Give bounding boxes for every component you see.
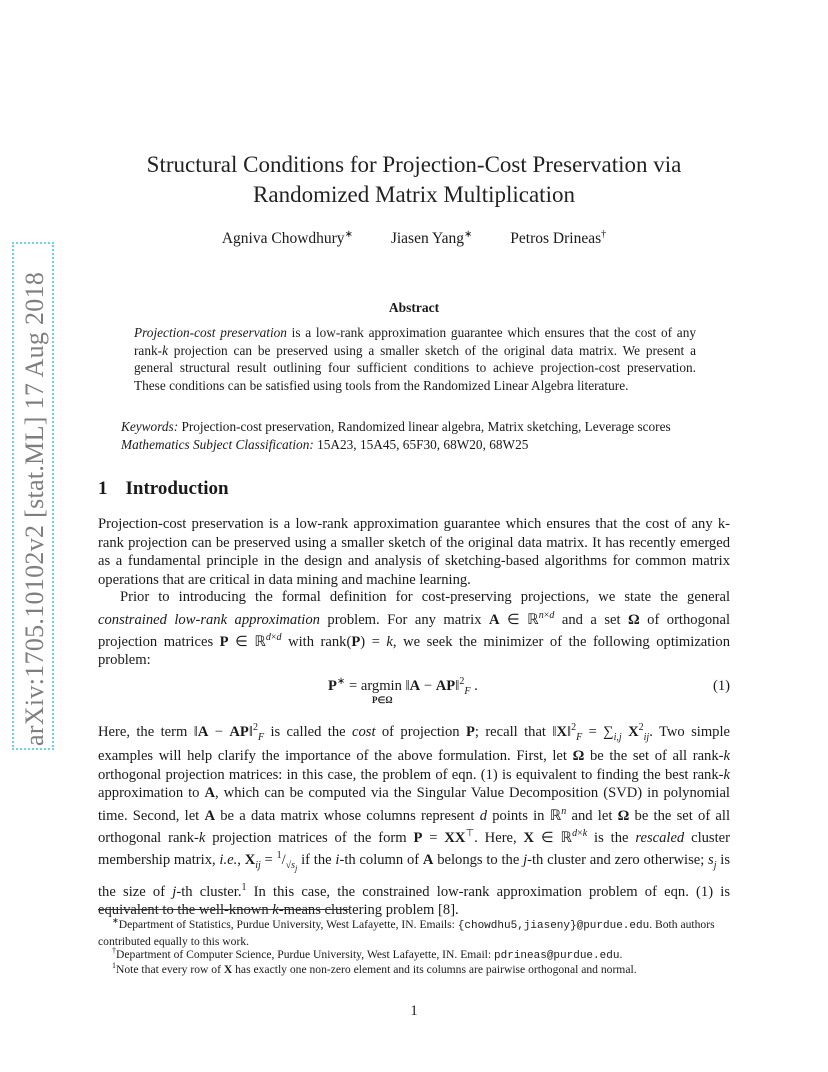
section-heading: 1 Introduction (98, 478, 229, 499)
footnote-1: $^1$Note that every row of X has exactly one non-zero element and its columns are pairwise orthogonal and normal. (112, 961, 637, 976)
equation-body: P∗ = argmin ‖A − AP‖$^2_F$ . P∈Ω (328, 676, 478, 705)
msc-line: Mathematics Subject Classification: 15A23, 15A45, 65F30, 68W20, 68W25 (121, 437, 529, 452)
footnote-affiliation-statistics: ∗Department of Statistics, Purdue University, West Lafayette, IN. Emails: {chowdhu5,jiaseny}@purdue.edu. Both authors contributed equally to this work. (98, 916, 715, 948)
intro-paragraph-1: Projection-cost preservation is a low-rank approximation guarantee which ensures that the cost of any k-rank projection can be preserved using a smaller sketch of the original data matrix. It has recently emerged as a fundamental principle in the design and analysis of sketching-based algorithms for common matrix operations that are critical in data mining and machine learning. (98, 516, 730, 588)
keywords-line: Keywords: Projection-cost preservation, Randomized linear algebra, Matrix sketching, Leverage scores (121, 419, 671, 434)
abstract-heading: Abstract (388, 300, 440, 315)
intro-paragraph-2: Prior to introducing the formal definition for cost-preserving projections, we state the general constrained low-rank approximation problem. For any matrix A ∈ ℝ$^{n\times d}$ and a set Ω of orthogonal projection matrices P ∈ ℝ$^{d\times d}$ with rank(P) = k, we seek the minimizer of the following optimization problem: (98, 589, 731, 669)
paper-title (98, 150, 730, 210)
title-line-1: Structural Conditions for Projection-Cost Preservation via (146, 152, 682, 177)
title-line-2: Randomized Matrix Multiplication (253, 182, 575, 207)
equation-1 (98, 676, 730, 706)
equation-subscript: P∈Ω (372, 695, 393, 705)
footnote-affiliation-cs: †Department of Computer Science, Purdue University, West Lafayette, IN. Email: pdrineas@purdue.edu. (112, 946, 623, 962)
author: Jiasen Yang∗ (390, 229, 473, 248)
author: Petros Drineas† (510, 229, 607, 248)
equation-number: (1) (712, 678, 730, 694)
footnote-rule (98, 909, 350, 910)
intro-paragraph-3: Here, the term ‖A − AP‖$^2_F$ is called the cost of projection P; recall that ‖X‖$^2_F$ = $\sum_{i,j}$ $X^2_{ij}$. Two simple examples will help clarify the importance of the above formulation. First, let Ω be the set of all rank-k orthogonal projection matrices: in this case, the problem of eqn. (1) is equivalent to finding the best rank-k approximation to A, which can be computed via the Singular Value Decomposition (SVD) in polynomial time. Second, let A be a data matrix whose columns represent d points in ℝ$^n$ and let Ω be the set of all orthogonal rank-k projection matrices of the form P = XX⊤. Here, X ∈ ℝ$^{d\times k}$ is the rescaled cluster membership matrix, i.e., $X_{ij} = ^1/_{√s_j}$ if the i-th column of A belongs to the j-th cluster and zero otherwise; $s_j$ is the size of j-th cluster.$^1$ In this case, the constrained low-rank approximation problem of eqn. (1) is equivalent to the well-known k-means clustering problem [8]. (98, 722, 731, 919)
arxiv-identifier[interactable]: arXiv:1705.10102v2 [stat.ML] 17 Aug 2018 (20, 271, 49, 746)
author-list (98, 229, 730, 248)
author: Agniva Chowdhury∗ (221, 229, 353, 248)
abstract-body: Projection-cost preservation is a low-rank approximation guarantee which ensures that the cost of any rank-k projection can be preserved using a smaller sketch of the original data matrix. We present a general structural result outlining four sufficient conditions to achieve projection-cost preservation. These conditions can be satisfied using tools from the Randomized Linear Algebra literature. (134, 325, 696, 393)
page-number: 1 (410, 1003, 418, 1019)
